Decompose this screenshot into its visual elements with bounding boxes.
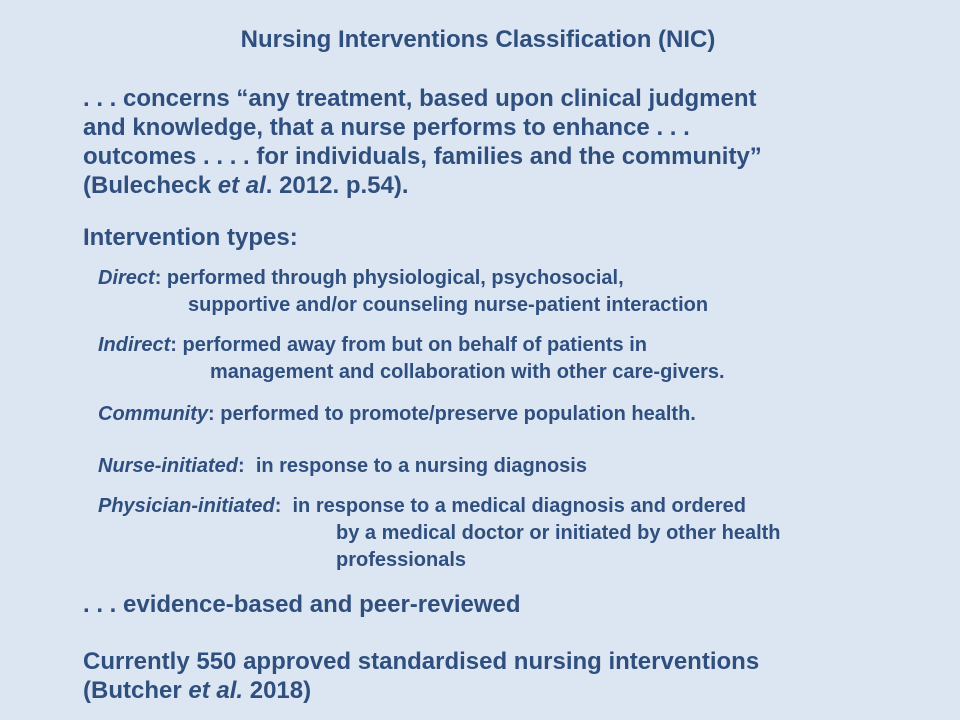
type-sep: : bbox=[170, 334, 177, 356]
slide-title: Nursing Interventions Classification (NIC) bbox=[240, 26, 716, 53]
type-term: Direct bbox=[98, 267, 155, 289]
evidence-statement: . . . evidence-based and peer-reviewed bbox=[83, 591, 521, 618]
citation-suffix: . 2012. p.54). bbox=[265, 172, 409, 199]
quote-line: and knowledge, that a nurse performs to enhance . . . bbox=[83, 114, 690, 141]
type-desc: in response to a nursing diagnosis bbox=[244, 455, 587, 477]
citation-et-al: et al. bbox=[188, 677, 244, 704]
nic-definition-quote bbox=[83, 84, 943, 200]
type-line bbox=[98, 453, 587, 480]
type-nurse-initiated bbox=[98, 453, 587, 480]
type-line bbox=[98, 493, 781, 520]
current-count-statement bbox=[83, 647, 759, 705]
type-desc: performed to promote/preserve population health. bbox=[214, 403, 696, 425]
type-term: Physician-initiated bbox=[98, 495, 275, 517]
type-physician-initiated bbox=[98, 493, 781, 574]
type-line-cont: supportive and/or counseling nurse-patient interaction bbox=[188, 294, 709, 316]
type-direct bbox=[98, 265, 708, 319]
citation-suffix: 2018) bbox=[243, 677, 312, 704]
type-line-cont: by a medical doctor or initiated by other health bbox=[336, 522, 781, 544]
type-sep: : bbox=[154, 267, 162, 289]
type-community bbox=[98, 401, 696, 428]
type-sep: : bbox=[208, 403, 215, 425]
type-term: Indirect bbox=[98, 334, 171, 356]
type-indirect bbox=[98, 332, 725, 386]
current-line: Currently 550 approved standardised nursing interventions bbox=[83, 648, 760, 675]
quote-line: . . . concerns “any treatment, based upon clinical judgment bbox=[83, 85, 757, 112]
type-sep: : bbox=[238, 455, 245, 477]
citation-prefix: (Butcher bbox=[83, 677, 189, 704]
type-line bbox=[98, 265, 708, 292]
type-desc: performed away from but on behalf of patients in bbox=[176, 334, 647, 356]
type-line bbox=[98, 401, 696, 428]
quote-line: outcomes . . . . for individuals, families and the community” bbox=[83, 143, 762, 170]
type-line-cont: professionals bbox=[336, 549, 467, 571]
quote-citation bbox=[83, 171, 943, 200]
type-sep: : bbox=[274, 495, 282, 517]
intervention-types-heading: Intervention types: bbox=[83, 224, 298, 251]
citation-et-al: et al bbox=[217, 172, 266, 199]
current-citation bbox=[83, 676, 759, 705]
citation-prefix: (Bulecheck bbox=[83, 172, 218, 199]
type-term: Nurse-initiated bbox=[98, 455, 239, 477]
type-term: Community bbox=[98, 403, 208, 425]
type-line bbox=[98, 332, 725, 359]
type-desc: performed through physiological, psychosocial, bbox=[161, 267, 624, 289]
type-desc: in response to a medical diagnosis and ordered bbox=[281, 495, 746, 517]
type-line-cont: management and collaboration with other care-givers. bbox=[210, 361, 725, 383]
